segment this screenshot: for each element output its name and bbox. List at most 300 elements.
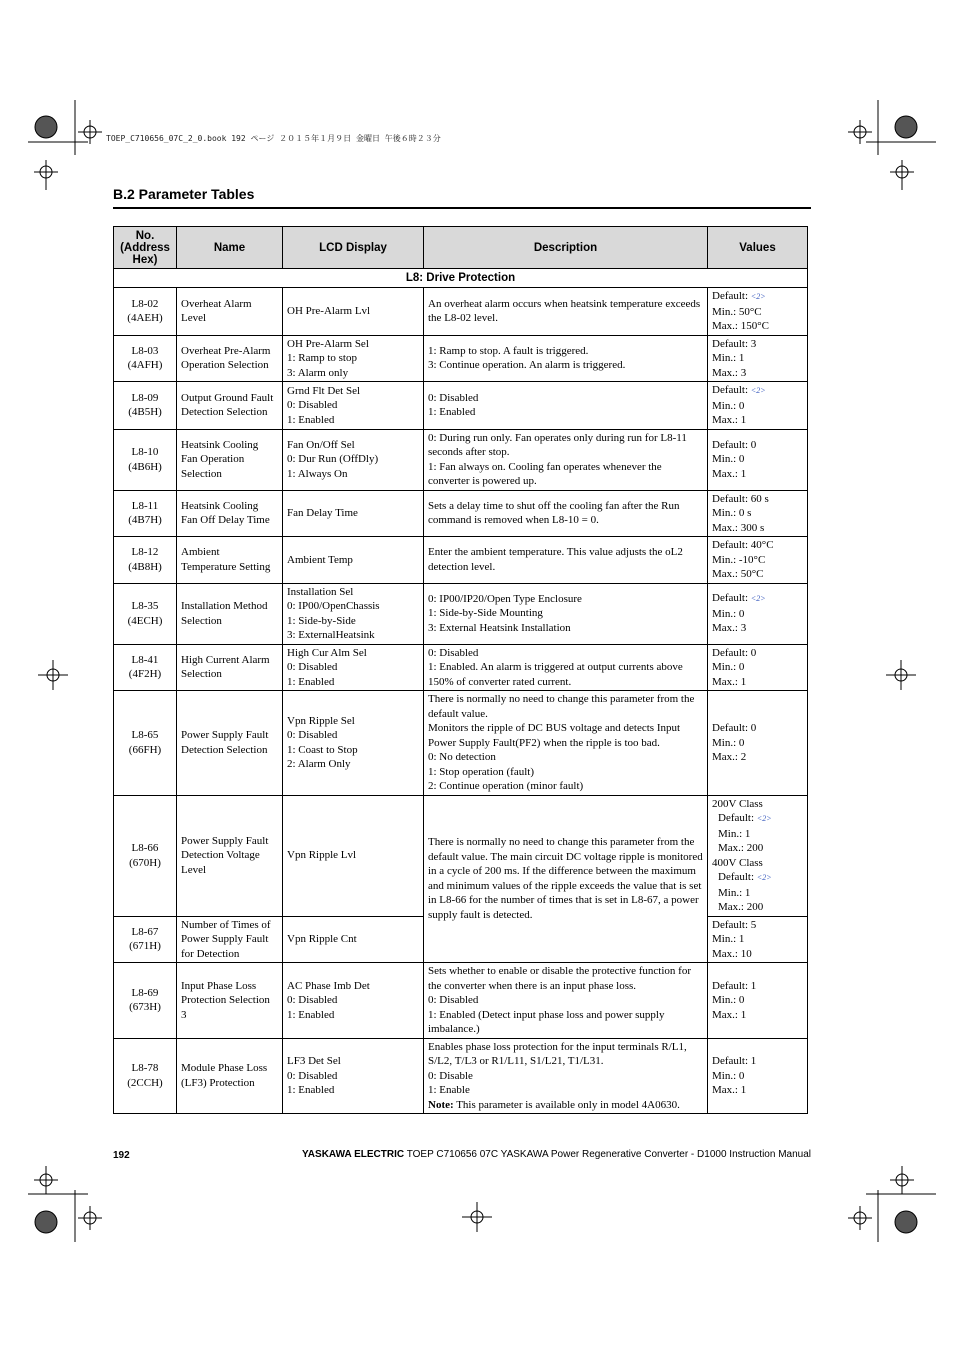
value-text: Max.: 1 [712, 675, 747, 688]
param-name-cell [177, 335, 283, 382]
note-text: This parameter is available only in model 4A0630. [453, 1098, 680, 1111]
param-name-line: 3 [181, 1008, 187, 1021]
param-address: (670H) [129, 856, 161, 869]
description-cell-shared: There is normally no need to change this parameter from the default value. The main circuit DC voltage ripple is monitored in a cycle of 200 ms. If the difference between the maximum and minimum values of the ripple exceeds the value that is set in L8-66 for the number of times that is set in L8-67, a power supply fault is detected. [424, 795, 708, 963]
value-max: Max.: 200 [718, 842, 764, 854]
value-text: Min.: 0 [712, 607, 745, 620]
value-text: Max.: 1 [712, 1008, 747, 1021]
param-name-cell [177, 1038, 283, 1114]
param-number: L8-12 [131, 546, 159, 559]
param-address: (4B7H) [128, 514, 162, 527]
lcd-display-cell [283, 288, 424, 336]
section-title: B.2 Parameter Tables [113, 186, 255, 202]
description-line: 1: Enabled (Detect input phase loss and power supply imbalance.) [428, 1008, 665, 1035]
lcd-display-line: 0: Disabled [287, 661, 338, 673]
description-line: 1: Ramp to stop. A fault is triggered. [428, 344, 589, 357]
value-text: Min.: 0 [712, 994, 745, 1006]
param-number-cell [114, 335, 177, 382]
param-name-line: Overheat Pre-Alarm [181, 344, 271, 357]
lcd-display-line: High Cur Alm Sel [287, 646, 367, 659]
registration-mark-mid-left [38, 660, 68, 690]
param-name-cell [177, 429, 283, 490]
description-line: 0: During run only. Fan operates only during run for L8-11 seconds after stop. [428, 431, 687, 458]
description-line: Enables phase loss protection for the input terminals R/L1, S/L2, T/L3 or R1/L11, S1/L21, T1/L31. [428, 1040, 687, 1067]
param-address: (4B6H) [128, 460, 162, 473]
param-name-cell [177, 644, 283, 691]
param-name-cell [177, 490, 283, 537]
lcd-display-line: Ambient Temp [287, 553, 353, 566]
lcd-display-cell [283, 490, 424, 537]
description-line: There is normally no need to change this parameter from the default value. [428, 693, 695, 720]
param-number: L8-10 [131, 446, 159, 458]
table-row [114, 429, 808, 490]
note-label: Note: [428, 1098, 454, 1111]
description-line: 0: Disabled [428, 646, 479, 659]
lcd-display-cell [283, 795, 424, 916]
value-text: Max.: 150°C [712, 320, 769, 332]
value-text: Default: 60 s [712, 492, 769, 505]
value-min [712, 736, 803, 751]
value-max [712, 567, 803, 582]
param-address: (4B5H) [128, 406, 162, 419]
lcd-display-line: Installation Sel [287, 585, 354, 598]
value-default [712, 811, 803, 827]
value-text: Min.: 0 [712, 399, 745, 412]
value-max [712, 621, 803, 636]
value-text: Default: 3 [712, 337, 757, 350]
page-number: 192 [113, 1150, 130, 1161]
lcd-display-line: 3: ExternalHeatsink [287, 629, 375, 641]
registration-mark-bottom-left [28, 1160, 138, 1250]
description-cell [424, 963, 708, 1039]
lcd-display-line: 2: Alarm Only [287, 758, 351, 771]
value-text: Max.: 50°C [712, 568, 764, 580]
value-text: Default: [712, 592, 749, 605]
footer-manual-title: TOEP C710656 07C YASKAWA Power Regenerative Converter - D1000 Instruction Manual [404, 1149, 811, 1160]
description-line: Sets a delay time to shut off the cooling fan after the Run command is removed when L8-10 = 0. [428, 499, 680, 527]
description-line: 3: External Heatsink Installation [428, 621, 571, 634]
value-max [712, 521, 803, 536]
description-line: 0: Disabled [428, 994, 479, 1006]
param-name-line: (LF3) Protection [181, 1076, 255, 1089]
values-cell [708, 382, 808, 430]
param-name-line: Selection [181, 614, 222, 627]
value-text: Min.: 0 [712, 736, 745, 749]
table-row [114, 490, 808, 537]
param-name-line: Power Supply Fault [181, 834, 269, 847]
param-name-line: Overheat Alarm [181, 297, 252, 310]
param-address: (4ECH) [127, 614, 163, 627]
table-row [114, 963, 808, 1039]
param-name-line: Selection [181, 467, 222, 480]
description-cell [424, 490, 708, 537]
param-number-cell [114, 490, 177, 537]
param-number: L8-78 [131, 1062, 159, 1075]
description-line: Enter the ambient temperature. This value adjusts the oL2 detection level. [428, 546, 683, 573]
param-name-line: Ambient [181, 546, 220, 559]
value-min [712, 506, 803, 521]
value-max [712, 319, 803, 334]
footnote-ref[interactable]: <2> [756, 814, 772, 823]
param-address: (671H) [129, 940, 161, 953]
param-address: (4AFH) [127, 359, 163, 372]
lcd-display-line: 1: Enabled [287, 675, 335, 688]
lcd-display-cell [283, 382, 424, 430]
lcd-display-line: 0: Dur Run (OffDly) [287, 453, 379, 466]
param-name-line: Power Supply Fault [181, 729, 269, 742]
value-min [712, 993, 803, 1008]
registration-mark-mid-right [886, 660, 916, 690]
description-line: 0: Disable [428, 1069, 473, 1082]
header-lcd-display: LCD Display [283, 227, 424, 269]
header-no: No. (Address Hex) [114, 227, 177, 269]
parameter-table [113, 226, 808, 1114]
param-name-cell [177, 691, 283, 796]
table-row [114, 583, 808, 644]
lcd-display-cell [283, 691, 424, 796]
registration-mark-top-left [28, 100, 138, 210]
value-text: Min.: 0 [712, 661, 745, 673]
value-text: Default: 40°C [712, 539, 774, 551]
value-default [712, 721, 803, 736]
value-text: Default: [712, 384, 749, 396]
table-row [114, 644, 808, 691]
value-text: Max.: 3 [712, 622, 747, 635]
lcd-display-cell [283, 429, 424, 490]
value-min [712, 1069, 803, 1084]
section-rule [113, 207, 811, 209]
description-line: 0: Disabled [428, 391, 479, 404]
value-min: Min.: 1 [718, 827, 751, 840]
value-min [712, 553, 803, 568]
value-max [712, 413, 803, 428]
value-text: Default: 0 [712, 646, 757, 659]
param-address: (2CCH) [127, 1076, 163, 1089]
lcd-display-line: OH Pre-Alarm Sel [287, 337, 369, 350]
file-info-line: TOEP_C710656_07C_2_0.book 192 ページ ２０１５年１月９日 金曜日 午後６時２３分 [106, 134, 441, 143]
header-values: Values [708, 227, 808, 269]
value-text: Min.: 0 s [712, 507, 752, 519]
description-line: 2: Continue operation (minor fault) [428, 780, 584, 792]
value-text: Max.: 1 [712, 1084, 747, 1096]
param-number-cell [114, 916, 177, 963]
param-name-line: Level [181, 312, 207, 325]
description-line: 1: Enabled [428, 406, 476, 419]
param-address: (66FH) [128, 743, 162, 756]
param-name-line: High Current Alarm [181, 653, 270, 666]
value-min [712, 660, 803, 675]
lcd-display-line: 1: Always On [287, 467, 348, 480]
lcd-display-line: 0: Disabled [287, 399, 338, 411]
value-default [712, 646, 803, 661]
value-min [712, 452, 803, 467]
lcd-display-line: Fan Delay Time [287, 507, 358, 519]
value-max [712, 675, 803, 690]
lcd-display-line: 1: Side-by-Side [287, 614, 356, 627]
description-cell [424, 288, 708, 336]
value-min: Min.: 1 [718, 886, 751, 899]
value-default [712, 492, 803, 507]
param-number: L8-02 [131, 297, 159, 310]
param-name-line: for Detection [181, 947, 240, 960]
value-text: Max.: 300 s [712, 521, 765, 534]
value-min [712, 932, 803, 947]
table-row [114, 382, 808, 430]
value-text: Min.: -10°C [712, 553, 766, 566]
param-number-cell [114, 691, 177, 796]
lcd-display-line: Fan On/Off Sel [287, 438, 355, 451]
lcd-display-line: AC Phase Imb Det [287, 979, 370, 992]
voltage-class-label: 400V Class [712, 856, 763, 869]
lcd-display-line: 0: IP00/OpenChassis [287, 600, 380, 612]
param-name-cell [177, 382, 283, 430]
description-cell [424, 583, 708, 644]
param-name-line: Installation Method [181, 600, 268, 612]
value-default [712, 383, 803, 399]
value-min [712, 607, 803, 622]
param-number: L8-66 [131, 842, 159, 854]
value-default [712, 337, 803, 352]
param-name-line: Power Supply Fault [181, 933, 269, 945]
value-max [712, 1083, 803, 1098]
param-number-cell [114, 382, 177, 430]
description-line: Monitors the ripple of DC BUS voltage and detects Input Power Supply Fault(PF2) when the ripple is too bad. [428, 722, 681, 749]
lcd-display-line: Vpn Ripple Lvl [287, 849, 357, 862]
table-row [114, 537, 808, 584]
param-number: L8-09 [131, 391, 159, 404]
param-name-line: Heatsink Cooling [181, 438, 259, 451]
description-line: 3: Continue operation. An alarm is triggered. [428, 359, 626, 372]
values-cell [708, 490, 808, 537]
lcd-display-line: 0: Disabled [287, 994, 338, 1006]
value-min [712, 351, 803, 366]
lcd-display-line: LF3 Det Sel [287, 1055, 341, 1067]
value-text: Default: 0 [712, 438, 757, 451]
param-address: (4AEH) [127, 312, 163, 325]
param-address: (4B8H) [128, 560, 162, 573]
description-cell [424, 537, 708, 584]
description-line: 1: Enable [428, 1084, 470, 1096]
param-name-line: Detection Selection [181, 406, 268, 419]
param-number-cell [114, 1038, 177, 1114]
param-name-line: Temperature Setting [181, 560, 271, 573]
param-number-cell [114, 795, 177, 916]
note-line [428, 1098, 703, 1113]
param-name-cell [177, 537, 283, 584]
param-name-line: Module Phase Loss [181, 1062, 268, 1075]
value-text: Default: 1 [712, 979, 757, 992]
footnote-ref[interactable]: <2> [756, 873, 772, 882]
values-cell [708, 644, 808, 691]
value-text: Default: [718, 812, 755, 824]
param-name-cell [177, 288, 283, 336]
value-default [712, 591, 803, 607]
lcd-display-line: 0: Disabled [287, 729, 338, 742]
table-header-row [114, 227, 808, 269]
value-default [712, 979, 803, 994]
param-name-cell [177, 583, 283, 644]
lcd-display-line: Grnd Flt Det Sel [287, 384, 361, 397]
param-address: (673H) [129, 1001, 161, 1014]
value-min [712, 305, 803, 320]
lcd-display-cell [283, 644, 424, 691]
values-cell [708, 583, 808, 644]
param-number: L8-65 [131, 729, 159, 742]
values-cell [708, 963, 808, 1039]
table-row [114, 288, 808, 336]
description-line: 1: Enabled. An alarm is triggered at output currents above 150% of converter rated current. [428, 661, 683, 688]
value-max [712, 750, 803, 765]
param-number: L8-11 [131, 499, 159, 512]
param-name-line: Selection [181, 668, 222, 681]
table-row [114, 1038, 808, 1114]
value-max [712, 947, 803, 962]
footnote-ref[interactable]: <2> [750, 386, 766, 395]
description-cell [424, 382, 708, 430]
lcd-display-cell [283, 916, 424, 963]
registration-mark-bottom-right [826, 1160, 936, 1250]
param-name-cell [177, 916, 283, 963]
lcd-display-cell [283, 1038, 424, 1114]
values-cell [708, 1038, 808, 1114]
value-default [712, 870, 803, 886]
value-text: Min.: 0 [712, 1069, 745, 1082]
param-address: (4F2H) [128, 668, 162, 681]
param-number: L8-69 [131, 986, 159, 999]
param-number-cell [114, 644, 177, 691]
registration-mark-bottom-center [462, 1202, 492, 1232]
value-max [712, 1008, 803, 1023]
table-row [114, 795, 808, 916]
value-text: Max.: 2 [712, 751, 747, 763]
value-text: Max.: 1 [712, 414, 747, 426]
value-text: Default: 0 [712, 722, 757, 734]
value-min [712, 399, 803, 414]
group-row [114, 269, 808, 288]
values-cell [708, 916, 808, 963]
value-text: Max.: 3 [712, 366, 747, 379]
voltage-class-label: 200V Class [712, 797, 763, 810]
header-name: Name [177, 227, 283, 269]
param-number: L8-03 [131, 344, 159, 357]
param-name-line: Level [181, 863, 207, 876]
param-name-cell [177, 963, 283, 1039]
param-number-cell [114, 583, 177, 644]
values-cell [708, 288, 808, 336]
lcd-display-cell [283, 963, 424, 1039]
value-text: Max.: 10 [712, 947, 752, 960]
lcd-display-line: 1: Ramp to stop [287, 352, 357, 364]
lcd-display-cell [283, 583, 424, 644]
description-line: 0: No detection [428, 751, 496, 763]
value-text: Default: 5 [712, 918, 757, 931]
param-name-cell [177, 795, 283, 916]
param-name-line: Heatsink Cooling [181, 499, 259, 512]
param-name-line: Protection Selection [181, 994, 270, 1006]
values-cell [708, 537, 808, 584]
param-number: L8-41 [131, 653, 159, 666]
description-cell [424, 1038, 708, 1114]
value-text: Min.: 1 [712, 933, 745, 945]
footnote-ref[interactable]: <2> [750, 594, 766, 604]
table-row [114, 691, 808, 796]
header-description: Description [424, 227, 708, 269]
description-line: An overheat alarm occurs when heatsink temperature exceeds the L8-02 level. [428, 297, 701, 325]
value-text: Max.: 1 [712, 467, 747, 480]
value-max [712, 366, 803, 381]
values-cell [708, 335, 808, 382]
footer-text [302, 1149, 811, 1160]
param-name-line: Operation Selection [181, 359, 269, 372]
lcd-display-line: Vpn Ripple Cnt [287, 933, 357, 945]
param-number-cell [114, 537, 177, 584]
value-text: Min.: 0 [712, 453, 745, 466]
lcd-display-line: 1: Enabled [287, 1084, 335, 1096]
group-label: L8: Drive Protection [114, 269, 808, 288]
param-name-line: Fan Operation [181, 453, 245, 466]
value-default [712, 438, 803, 453]
param-name-line: Detection Selection [181, 743, 268, 756]
param-number-cell [114, 963, 177, 1039]
lcd-display-line: 1: Coast to Stop [287, 743, 358, 756]
lcd-display-cell [283, 537, 424, 584]
lcd-display-line: 0: Disabled [287, 1069, 338, 1082]
description-cell [424, 644, 708, 691]
value-text: Default: [712, 290, 749, 302]
lcd-display-line: 1: Enabled [287, 1008, 335, 1021]
lcd-display-line: Vpn Ripple Sel [287, 714, 355, 727]
value-text: Min.: 1 [712, 352, 745, 364]
param-number-cell [114, 288, 177, 336]
value-max [712, 467, 803, 482]
footnote-ref[interactable]: <2> [750, 292, 766, 301]
footer-brand: YASKAWA ELECTRIC [302, 1149, 405, 1160]
description-line: 1: Fan always on. Cooling fan operates whenever the converter is powered up. [428, 460, 662, 487]
values-cell [708, 429, 808, 490]
value-default [712, 918, 803, 933]
table-row [114, 335, 808, 382]
description-line: Sets whether to enable or disable the protective function for the converter when there is an input phase loss. [428, 965, 691, 992]
value-default [712, 1054, 803, 1069]
description-line: 1: Side-by-Side Mounting [428, 607, 543, 620]
value-text: Min.: 50°C [712, 305, 762, 318]
value-default [712, 289, 803, 305]
values-cell [708, 795, 808, 916]
param-name-line: Input Phase Loss [181, 979, 257, 992]
value-default [712, 538, 803, 553]
values-cell [708, 691, 808, 796]
description-cell [424, 691, 708, 796]
param-name-line: Detection Voltage [181, 849, 260, 862]
lcd-display-line: 1: Enabled [287, 413, 335, 426]
value-max: Max.: 200 [718, 901, 764, 913]
value-text: Default: [718, 871, 755, 883]
description-line: 1: Stop operation (fault) [428, 765, 535, 778]
lcd-display-cell [283, 335, 424, 382]
param-number: L8-67 [131, 925, 159, 938]
description-line: 0: IP00/IP20/Open Type Enclosure [428, 592, 582, 605]
description-cell [424, 335, 708, 382]
param-name-line: Output Ground Fault [181, 391, 274, 404]
param-name-line: Number of Times of [181, 918, 271, 931]
param-number: L8-35 [131, 600, 159, 612]
param-name-line: Fan Off Delay Time [181, 514, 270, 527]
registration-mark-top-right [826, 100, 936, 210]
param-number-cell [114, 429, 177, 490]
lcd-display-line: OH Pre-Alarm Lvl [287, 305, 371, 317]
lcd-display-line: 3: Alarm only [287, 366, 349, 379]
description-cell [424, 429, 708, 490]
